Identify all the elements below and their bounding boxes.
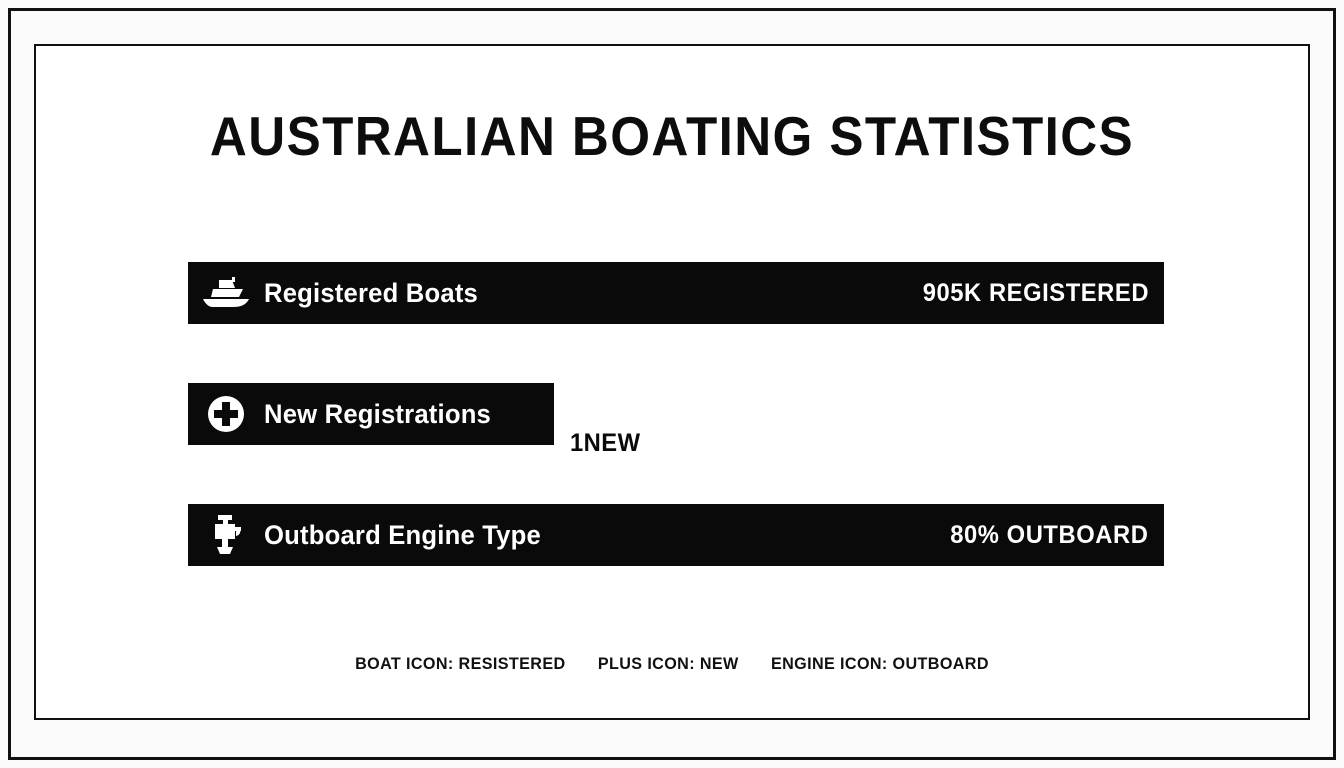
stat-value: 80% OUTBOARD (950, 520, 1149, 549)
legend-item-boat: BOAT ICON: RESISTERED (355, 654, 566, 673)
stats-list (188, 262, 1164, 625)
page-title: AUSTRALIAN BOATING STATISTICS (209, 105, 1135, 167)
stat-row-registered-boats[interactable] (188, 262, 1164, 324)
outboard-engine-icon (188, 504, 264, 566)
stat-row-wrapper-registered-boats (188, 262, 1164, 383)
stat-label: Registered Boats (264, 277, 479, 308)
stat-row-new-registrations[interactable] (188, 383, 554, 445)
inner-panel (34, 44, 1310, 720)
stat-label: Outboard Engine Type (264, 519, 541, 550)
stat-row-wrapper-new-registrations (188, 383, 1164, 504)
stat-row-outboard-engine[interactable] (188, 504, 1164, 566)
boat-icon (188, 262, 264, 324)
legend-item-plus: PLUS ICON: NEW (597, 654, 739, 673)
legend-item-engine: ENGINE ICON: OUTBOARD (770, 654, 989, 673)
stat-row-wrapper-outboard-engine (188, 504, 1164, 625)
stat-value: 905K REGISTERED (922, 278, 1149, 307)
legend (68, 654, 1276, 674)
stat-label: New Registrations (264, 398, 492, 429)
stat-value: 1NEW (570, 429, 641, 457)
plus-circle-icon (188, 383, 264, 445)
